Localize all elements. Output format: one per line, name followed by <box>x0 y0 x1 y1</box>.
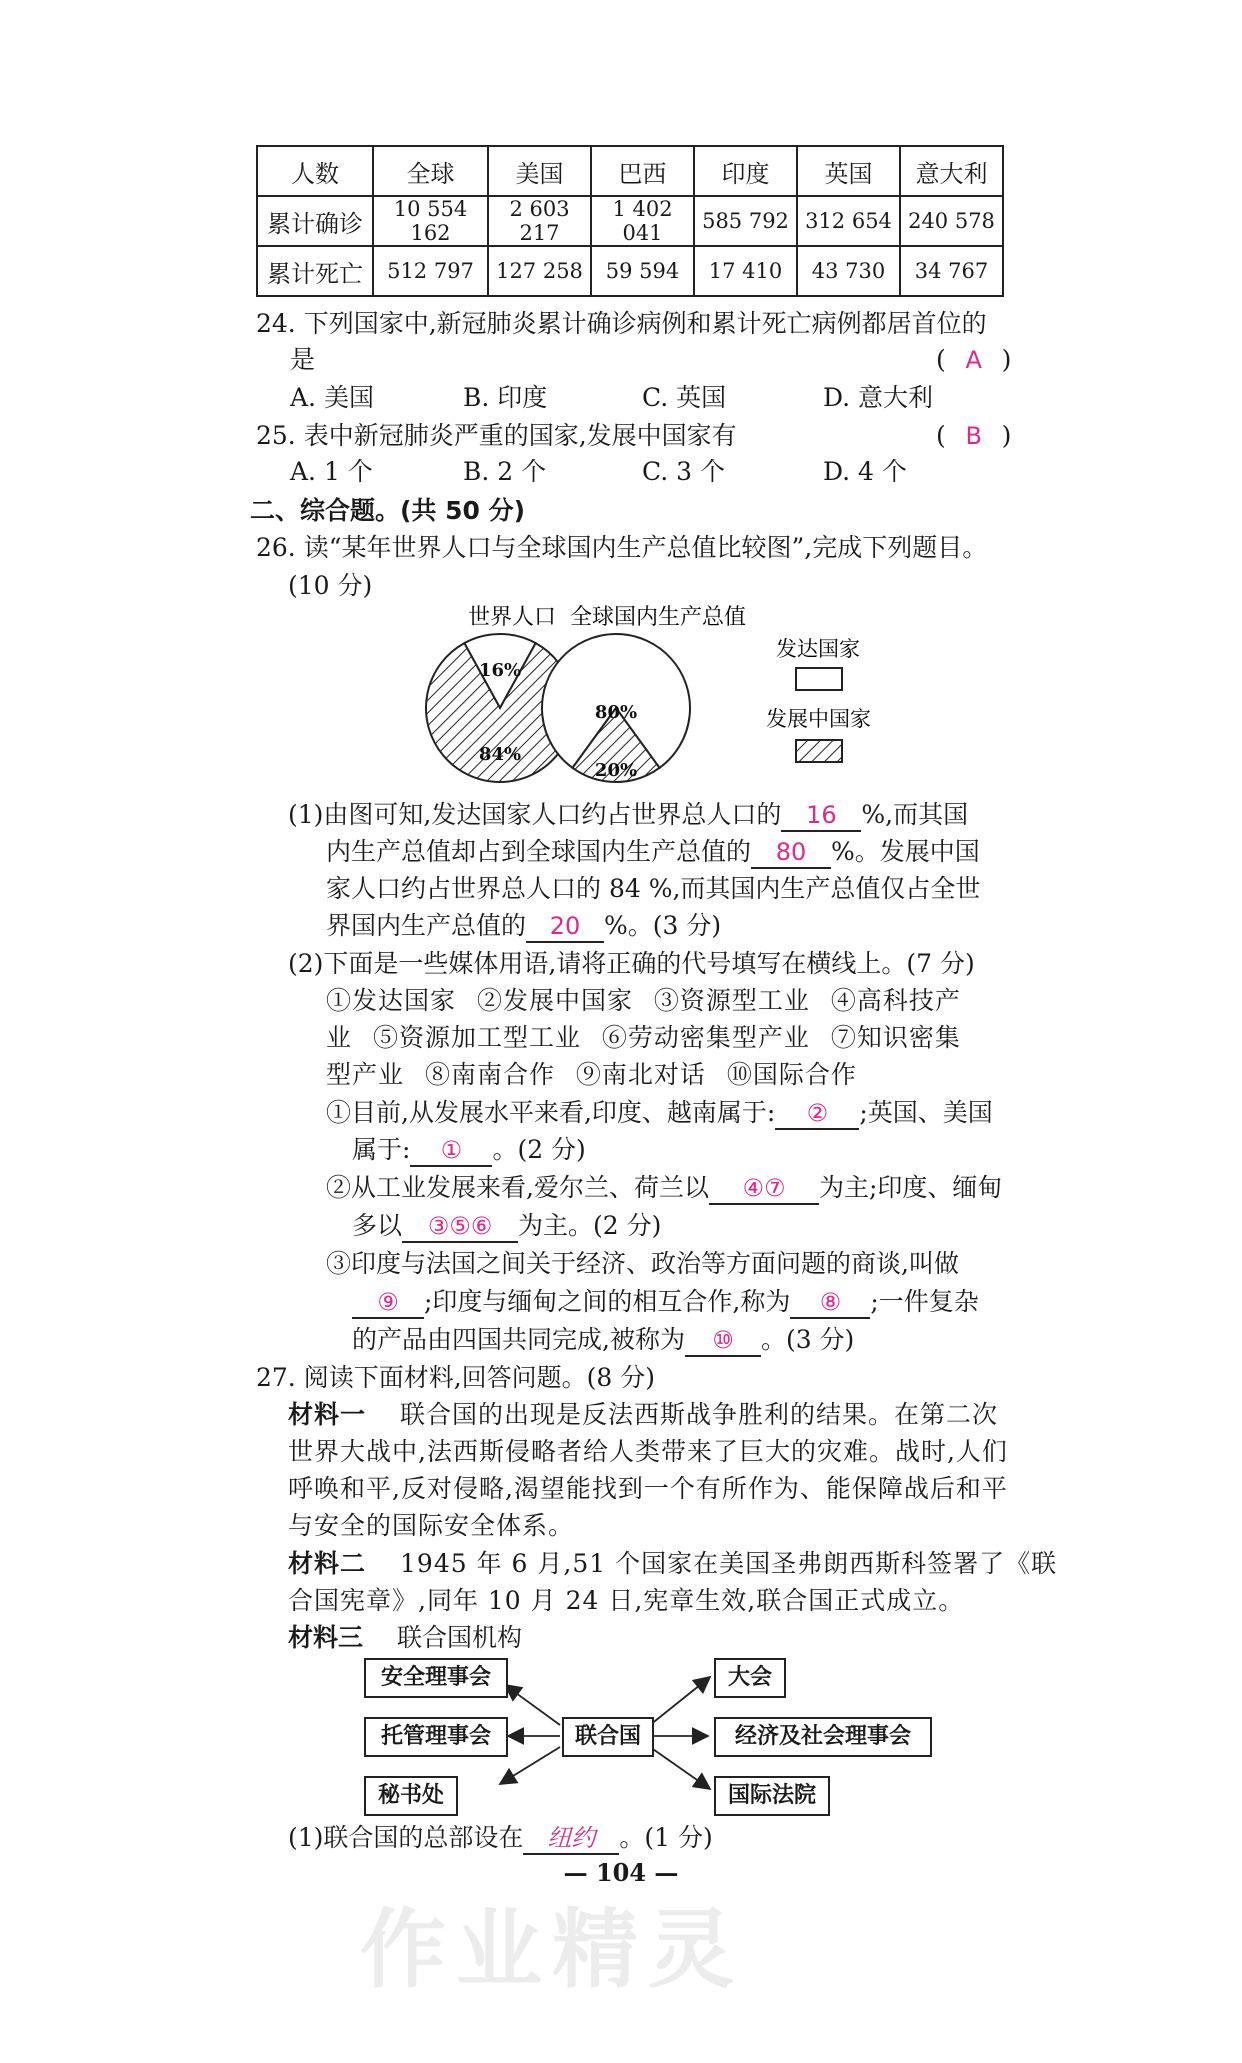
table-cell: 512 797 <box>373 246 488 296</box>
q25-option-a: A. 1 个 <box>290 457 373 486</box>
text: ;印度与缅甸之间的相互合作,称为 <box>424 1287 791 1316</box>
material2-line1 <box>288 1546 1057 1582</box>
paren-close: ) <box>1001 421 1012 450</box>
legend-developing-label: 发展中国家 <box>766 707 871 731</box>
q25-option-b: B. 2 个 <box>463 457 547 486</box>
watermark: 作业精灵 <box>360 1900 744 2000</box>
text: 1945 年 6 月,51 个国家在美国圣弗朗西斯科签署了《联 <box>400 1549 1058 1578</box>
table-cell: 累计确诊 <box>257 196 373 246</box>
table-cell: 59 594 <box>591 246 694 296</box>
q27-1-line <box>288 1820 713 1856</box>
material2-line2: 合国宪章》,同年 10 月 24 日,宪章生效,联合国正式成立。 <box>288 1586 965 1615</box>
q25-stem: 25. 表中新冠肺炎严重的国家,发展中国家有 <box>256 421 737 450</box>
table-row <box>257 196 1003 246</box>
covid-data-table <box>256 145 1004 297</box>
answer-blank: ⑨ <box>352 1287 424 1319</box>
pie-label: 80% <box>594 702 638 723</box>
q26-1-line4 <box>326 908 721 944</box>
org-general-assembly: 大会 <box>714 1658 786 1698</box>
text: 。(2 分) <box>492 1135 586 1164</box>
table-header-cell: 巴西 <box>591 146 694 196</box>
pie-label: 20% <box>594 760 638 781</box>
table-cell: 312 654 <box>797 196 900 246</box>
text: 多以 <box>352 1211 403 1240</box>
q24-option-d: D. 意大利 <box>823 383 934 412</box>
q24-option-b: B. 印度 <box>463 383 548 412</box>
text: 界国内生产总值的 <box>326 911 527 940</box>
pie-label: 84% <box>478 744 522 765</box>
text: %,而其国 <box>861 800 969 829</box>
table-cell: 累计死亡 <box>257 246 373 296</box>
terms-line2: 业 ⑤资源加工型工业 ⑥劳动密集型产业 ⑦知识密集 <box>326 1023 961 1052</box>
table-cell: 43 730 <box>797 246 900 296</box>
text: (1)联合国的总部设在 <box>288 1823 524 1852</box>
q24-stem-cont: 是 <box>290 345 316 374</box>
material3-label: 材料三 <box>288 1623 364 1652</box>
answer-blank: 纽约 <box>523 1823 619 1855</box>
table-cell: 17 410 <box>694 246 797 296</box>
material1-line3: 呼唤和平,反对侵略,渴望能找到一个有所作为、能保障战后和平 <box>288 1474 1008 1503</box>
pie-label: 16% <box>478 660 522 681</box>
q26-1-line1 <box>288 797 968 833</box>
table-header-cell: 美国 <box>488 146 591 196</box>
paren-open: ( <box>936 421 946 450</box>
q24-answer: A <box>965 346 982 374</box>
text: 内生产总值却占到全球国内生产总值的 <box>326 837 752 866</box>
text: (1)由图可知,发达国家人口约占世界总人口的 <box>288 800 782 829</box>
answer-blank: 20 <box>526 911 604 943</box>
paren-close: ) <box>1001 345 1012 374</box>
pie-chart-figure <box>400 600 900 790</box>
answer-blank: ⑩ <box>685 1325 761 1357</box>
q26-2-stem: (2)下面是一些媒体用语,请将正确的代号填写在横线上。(7 分) <box>288 949 975 978</box>
answer-blank: 16 <box>781 800 861 832</box>
material1-line4: 与安全的国际安全体系。 <box>288 1511 575 1540</box>
q26-2-s1-line2 <box>352 1132 586 1168</box>
page-number: — 104 — <box>563 1858 679 1887</box>
org-icj: 国际法院 <box>714 1776 830 1816</box>
text: 为主;印度、缅甸 <box>818 1173 1003 1202</box>
text: %。(3 分) <box>604 911 722 940</box>
text: 属于: <box>352 1135 411 1164</box>
q26-2-s3-line3 <box>352 1322 854 1358</box>
terms-line1: ①发达国家 ②发展中国家 ③资源型工业 ④高科技产 <box>326 986 961 1015</box>
text: 联合国的出现是反法西斯战争胜利的结果。在第二次 <box>400 1400 999 1429</box>
org-un-center: 联合国 <box>562 1717 654 1757</box>
org-trusteeship-council: 托管理事会 <box>364 1717 508 1757</box>
table-cell: 2 603 217 <box>488 196 591 246</box>
q26-1-line3: 家人口约占世界总人口的 84 %,而其国内生产总值仅占全世 <box>326 874 981 903</box>
answer-blank: ③⑤⑥ <box>402 1211 518 1243</box>
terms-line3: 型产业 ⑧南南合作 ⑨南北对话 ⑩国际合作 <box>326 1060 857 1089</box>
q26-score: (10 分) <box>288 571 373 600</box>
org-secretariat: 秘书处 <box>364 1776 458 1816</box>
q27-stem: 27. 阅读下面材料,回答问题。(8 分) <box>256 1363 656 1392</box>
answer-blank: 80 <box>751 837 831 869</box>
paren-open: ( <box>936 345 946 374</box>
q24-stem: 24. 下列国家中,新冠肺炎累计确诊病例和累计死亡病例都居首位的 <box>256 309 987 338</box>
legend-developing-swatch <box>796 740 842 762</box>
answer-blank: ① <box>410 1135 492 1167</box>
q25-answer-paren <box>936 418 1011 454</box>
text: 为主。(2 分) <box>518 1211 662 1240</box>
material1-line1 <box>288 1397 998 1433</box>
org-ecosoc: 经济及社会理事会 <box>714 1717 932 1757</box>
text: ;英国、美国 <box>859 1098 993 1127</box>
answer-blank: ② <box>775 1098 859 1130</box>
legend-developed-label: 发达国家 <box>776 637 860 661</box>
table-header-cell: 意大利 <box>900 146 1003 196</box>
legend-developed-swatch <box>796 668 842 690</box>
answer-blank: ④⑦ <box>709 1173 819 1205</box>
answer-blank: ⑧ <box>790 1287 870 1319</box>
text: 。(1 分) <box>619 1823 713 1852</box>
q26-2-s3-line2 <box>352 1284 979 1320</box>
section-heading: 二、综合题。(共 50 分) <box>250 496 526 525</box>
q25-answer: B <box>965 422 982 450</box>
table-header-cell: 印度 <box>694 146 797 196</box>
q24-option-c: C. 英国 <box>642 383 727 412</box>
text: 的产品由四国共同完成,被称为 <box>352 1325 685 1354</box>
pie2-title: 全球国内生产总值 <box>570 605 747 630</box>
q26-stem: 26. 读“某年世界人口与全球国内生产总值比较图”,完成下列题目。 <box>256 533 988 562</box>
text: ②从工业发展来看,爱尔兰、荷兰以 <box>326 1173 709 1202</box>
table-cell: 10 554 162 <box>373 196 488 246</box>
q26-2-s2-line2 <box>352 1208 661 1244</box>
q25-option-d: D. 4 个 <box>823 457 907 486</box>
material1-label: 材料一 <box>288 1400 367 1429</box>
pie2 <box>542 634 690 782</box>
table-row <box>257 246 1003 296</box>
material2-label: 材料二 <box>288 1549 367 1578</box>
q26-2-s2-line1 <box>326 1170 1002 1206</box>
q24-answer-paren <box>936 342 1011 378</box>
org-security-council: 安全理事会 <box>364 1658 508 1698</box>
table-header-row <box>257 146 1003 196</box>
table-cell: 1 402 041 <box>591 196 694 246</box>
table-cell: 34 767 <box>900 246 1003 296</box>
table-cell: 127 258 <box>488 246 591 296</box>
q24-option-a: A. 美国 <box>290 383 374 412</box>
q26-1-line2 <box>326 834 980 870</box>
text: ;一件复杂 <box>870 1287 979 1316</box>
q25-option-c: C. 3 个 <box>642 457 725 486</box>
table-header-cell: 人数 <box>257 146 373 196</box>
table-cell: 585 792 <box>694 196 797 246</box>
text: ①目前,从发展水平来看,印度、越南属于: <box>326 1098 776 1127</box>
q26-2-s1-line1 <box>326 1095 993 1131</box>
material1-line2: 世界大战中,法西斯侵略者给人类带来了巨大的灾难。战时,人们 <box>288 1437 1008 1466</box>
text: %。发展中国 <box>831 837 980 866</box>
pie1-title: 世界人口 <box>468 605 557 630</box>
table-header-cell: 英国 <box>797 146 900 196</box>
text: 。(3 分) <box>760 1325 855 1354</box>
table-cell: 240 578 <box>900 196 1003 246</box>
q26-2-s3-line1: ③印度与法国之间关于经济、政治等方面问题的商谈,叫做 <box>326 1249 959 1278</box>
text: 联合国机构 <box>397 1623 523 1652</box>
table-header-cell: 全球 <box>373 146 488 196</box>
